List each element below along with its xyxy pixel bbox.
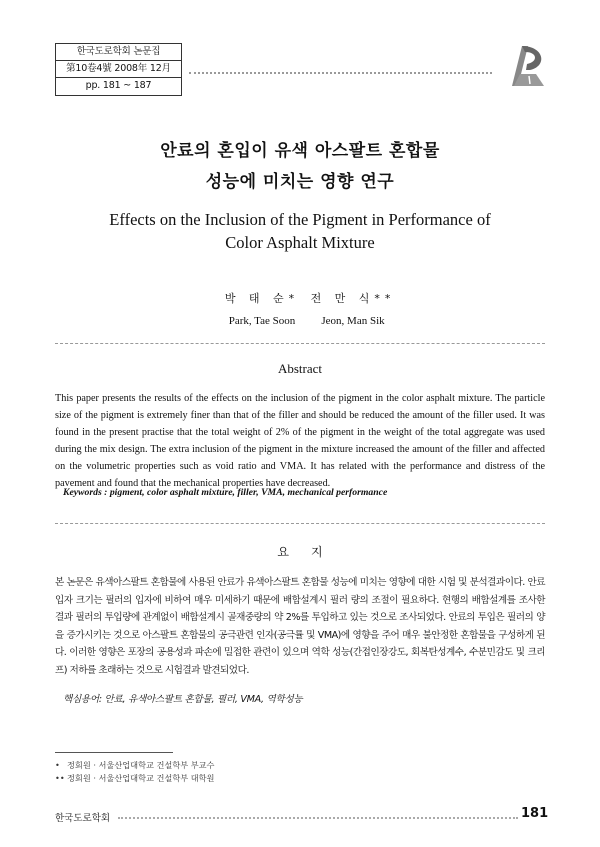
author-2-korean-name: 전 만 식** bbox=[310, 292, 396, 305]
author-1-english-name: Park, Tae Soon bbox=[228, 315, 296, 327]
journal-info-box bbox=[55, 43, 182, 96]
header-dotted-rule bbox=[189, 72, 492, 74]
footnote-2-text: 정회원 · 서울산업대학교 건설학부 대학원 bbox=[67, 773, 215, 783]
footnote-1 bbox=[55, 760, 214, 771]
footnote-rule bbox=[55, 752, 173, 753]
footnote-2-mark: •• bbox=[55, 773, 65, 783]
page-number: 181 bbox=[521, 806, 549, 821]
author-1 bbox=[212, 290, 312, 327]
road-society-logo-icon bbox=[500, 40, 550, 88]
journal-pages: pp. 181 ~ 187 bbox=[85, 80, 152, 91]
title-english-line2: Color Asphalt Mixture bbox=[225, 233, 375, 252]
section-divider bbox=[55, 343, 545, 344]
author-2 bbox=[303, 290, 403, 327]
title-korean-line1: 안료의 혼입이 유색 아스팔트 혼합물 bbox=[160, 141, 440, 161]
author-1-korean-name: 박 태 순* bbox=[224, 292, 300, 305]
footnote-2 bbox=[55, 773, 214, 784]
footnote-1-text: 정회원 · 서울산업대학교 건설학부 부교수 bbox=[67, 760, 215, 770]
footnote-1-mark: • bbox=[55, 760, 60, 770]
title-korean-line2: 성능에 미치는 영향 연구 bbox=[205, 172, 395, 192]
korean-abstract-heading: 요지 bbox=[277, 545, 345, 559]
title-english-line1: Effects on the Inclusion of the Pigment in Performance of bbox=[109, 210, 491, 229]
footer-society: 한국도로학회 bbox=[55, 813, 111, 824]
section-divider bbox=[55, 523, 545, 524]
korean-abstract-keywords: 핵심용어: 안료, 유색아스팔트 혼합물, 필러, VMA, 역학성능 bbox=[63, 694, 303, 705]
journal-volume: 第10卷4號 2008年 12月 bbox=[56, 61, 181, 78]
footer-dotted-rule bbox=[118, 817, 518, 819]
journal-name: 한국도로학회 논문집 bbox=[56, 44, 181, 61]
author-2-english-name: Jeon, Man Sik bbox=[321, 315, 385, 327]
abstract-heading: Abstract bbox=[277, 361, 323, 376]
abstract-body: This paper presents the results of the effects on the inclusion of the pigment in the color asphalt mixture. The particle size of the pigment is extremely finer than that of the filler and should be reduced the amount of the filler used. It was found in the present practise that the total weight of 2% of the pigment in the weight of the total aggregate was used during the mix design. The extra inclusion of the pigment in the mixture increased the amount of the filler and affected on the volumetric properties such as void ratio and VMA. It has related with the performance and distress of the pavement and found that the mechanical properties have decreased. bbox=[55, 393, 545, 489]
korean-abstract-body: 본 논문은 유색아스팔트 혼합물에 사용된 안료가 유색아스팔트 혼합물 성능에 미치는 영향에 대한 시험 및 분석결과이다. 안료 입자 크기는 필러의 입자에 비하여 매우 미세하기 때문에 배합설계시 필러 량의 조절이 필요하다. 현행의 배합설계를 조사한 결과 필러의 투입량에 관계없이 배합설계시 골재중량의 약 2%를 투입하고 있는 것으로 조사되었다. 안료의 투입은 필러의 양을 증가시키는 것으로 아스팔트 혼합물의 공극관련 인자(공극률 및 VMA)에 영향을 주어 매우 불안정한 혼합물을 구성하게 된다. 이러한 영향은 포장의 공용성과 파손에 밀접한 관련이 있으며 역학 성능(간접인장강도, 회복탄성계수, 수분민감도 및 크리프) 저하를 초래하는 것으로 시험결과 발견되었다. bbox=[55, 577, 545, 676]
abstract-keywords: Keywords : pigment, color asphalt mixture, filler, VMA, mechanical performance bbox=[63, 487, 388, 498]
